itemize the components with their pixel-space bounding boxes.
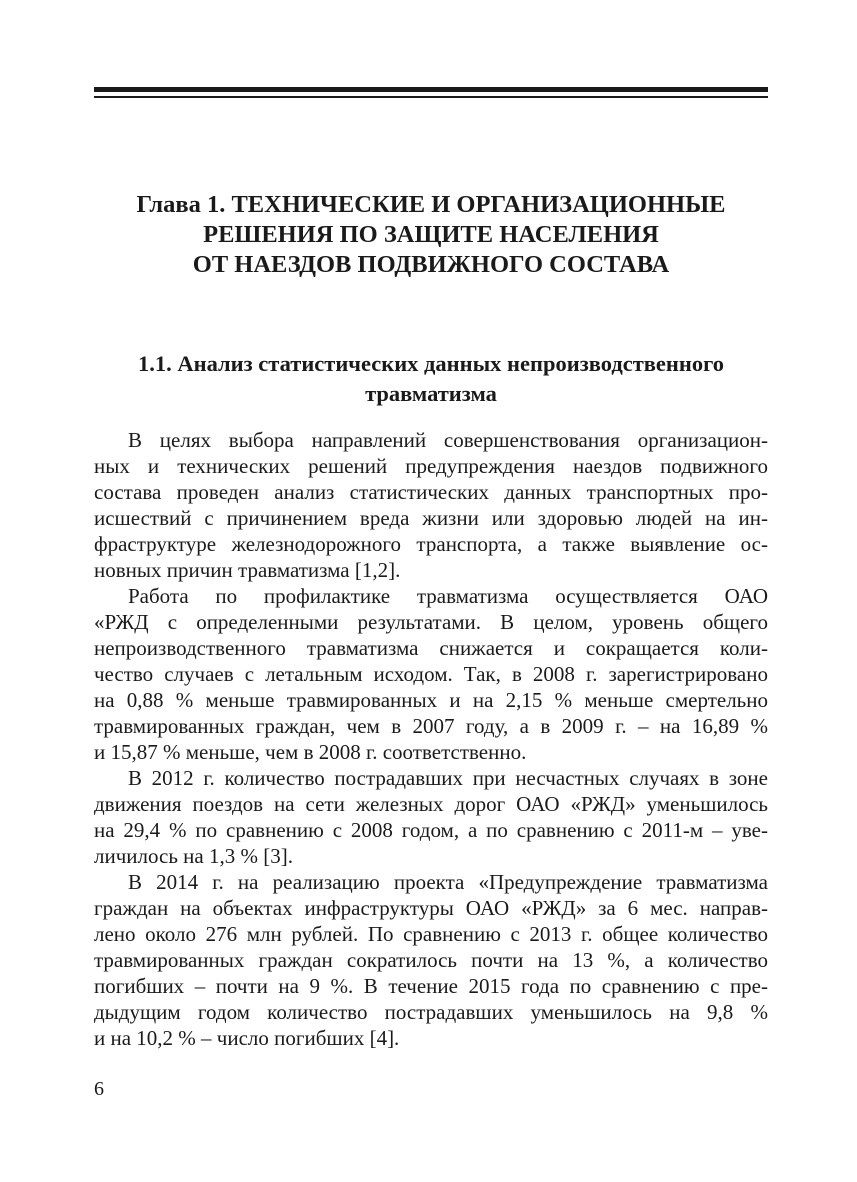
text-line: личилось на 1,3 % [3].	[94, 844, 293, 868]
paragraph	[94, 869, 768, 1051]
text-line: на 29,4 % по сравнению с 2008 годом, а по сравнению с 2011-м – уве-	[94, 818, 768, 842]
text-line: В целях выбора направлений совершенствования организацион-	[128, 428, 768, 452]
text-line: лено около 276 млн рублей. По сравнению с 2013 г. общее количество	[94, 922, 768, 946]
text-line: чество случаев с летальным исходом. Так, в 2008 г. зарегистрировано	[94, 662, 768, 686]
paragraph	[94, 583, 768, 765]
text-line: В 2014 г. на реализацию проекта «Предупреждение травматизма	[128, 870, 768, 894]
text-line: и 15,87 % меньше, чем в 2008 г. соответственно.	[94, 740, 527, 764]
body-text	[94, 427, 768, 1051]
text-line: дыдущим годом количество пострадавших уменьшилось на 9,8 %	[94, 1000, 768, 1024]
chapter-title-line: РЕШЕНИЯ ПО ЗАЩИТЕ НАСЕЛЕНИЯ	[203, 221, 659, 248]
paragraph	[94, 765, 768, 869]
text-line: состава проведен анализ статистических данных транспортных про-	[94, 480, 768, 504]
text-line: фраструктуре железнодорожного транспорта, а также выявление ос-	[94, 532, 768, 556]
text-line: граждан на объектах инфраструктуры ОАО «РЖД» за 6 мес. направ-	[94, 896, 768, 920]
section-title	[94, 349, 768, 409]
page-number: 6	[94, 1078, 104, 1100]
text-line: В 2012 г. количество пострадавших при несчастных случаях в зоне	[128, 766, 768, 790]
text-line: новных причин травматизма [1,2].	[94, 558, 401, 582]
text-line: «РЖД с определенными результатами. В целом, уровень общего	[94, 610, 768, 634]
text-line: исшествий с причинением вреда жизни или здоровью людей на ин-	[94, 506, 768, 530]
text-line: движения поездов на сети железных дорог ОАО «РЖД» уменьшилось	[94, 792, 768, 816]
text-line: на 0,88 % меньше травмированных и на 2,15 % меньше смертельно	[94, 688, 768, 712]
text-line: погибших – почти на 9 %. В течение 2015 года по сравнению с пре-	[94, 974, 768, 998]
header-rule-thin	[94, 96, 768, 98]
text-line: непроизводственного травматизма снижается и сокращается коли-	[94, 636, 768, 660]
text-line: травмированных граждан, чем в 2007 году, а в 2009 г. – на 16,89 %	[94, 714, 768, 738]
text-line: Работа по профилактике травматизма осуществляется ОАО	[128, 584, 768, 608]
section-title-line: травматизма	[365, 381, 497, 406]
text-line: ных и технических решений предупреждения наездов подвижного	[94, 454, 768, 478]
chapter-title-line: Глава 1. ТЕХНИЧЕСКИЕ И ОРГАНИЗАЦИОННЫЕ	[136, 191, 726, 218]
header-rule-thick	[94, 87, 768, 92]
text-line: травмированных граждан сократилось почти на 13 %, а количество	[94, 948, 768, 972]
chapter-title-line: ОТ НАЕЗДОВ ПОДВИЖНОГО СОСТАВА	[192, 251, 670, 278]
paragraph	[94, 427, 768, 583]
text-line: и на 10,2 % – число погибших [4].	[94, 1026, 400, 1050]
chapter-title	[94, 190, 768, 280]
section-title-line: 1.1. Анализ статистических данных непроизводственного	[138, 351, 724, 376]
